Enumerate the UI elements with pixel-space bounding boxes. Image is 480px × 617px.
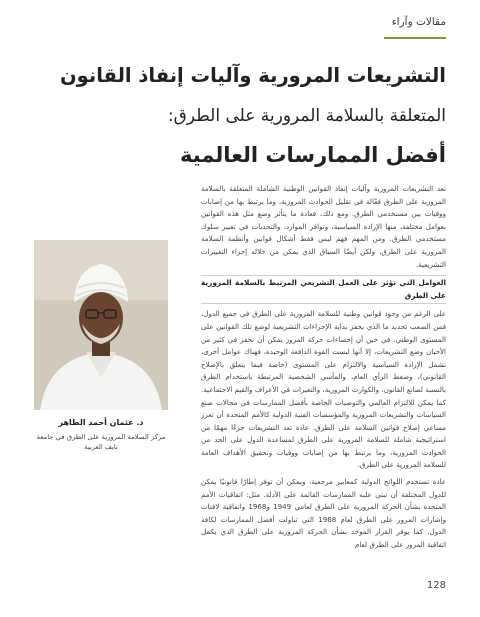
article-title-line-1: التشريعات المرورية وآليات إنفاذ القانون: [60, 64, 446, 87]
section-subheading: العوامل التي تؤثر على العمل التشريعي المرتبط بالسلامة المرورية على الطرق: [201, 275, 446, 304]
article-title-line-3: أفضل الممارسات العالمية: [180, 143, 446, 167]
paragraph-intro: تعد التشريعات المرورية وآليات إنفاذ القوانين الوطنية الشاملة المتعلقة بالسلامة المرورية على الطرق فعّالة في تقليل الحوادث المرورية، وما يرتبط بها من إصابات ووفيات بين مستخدمي الطرق. ومع ذلك، فعادة ما يتأثر وضع مثل هذه القوانين بعوامل مختلفة، منها الإرادة السياسية، وتوافر الموارد، والتحديات في تغيير سلوك مستخدمي الطرق. ومن المهم فهم ليس فقط أشكال قوانين وأنظمة السلامة المرورية على الطرق، ولكن أيضًا السياق الذي يمكن من خلاله إجراء التغييرات التشريعية.: [201, 184, 446, 269]
page-number: 128: [426, 580, 446, 591]
paragraph-international: عادة تستخدم اللوائح الدولية كمعايير مرجعية، ويمكن أن توفر إطارًا قانونيًا يمكن للدول المختلفة أن تبني عليه الممارسات القائمة على الأدلة. مثل: اتفاقيات الأمم المتحدة بشأن الحركة المرورية على الطرق لعامي 1949 و1968 واتفاقية لافتات وإشارات المرور على الطرق لعام 1968 التي تناولت أفضل الممارسات لكافة الدول. كما يوفر القرار الموحد بشأن الحركة المرورية على الطرق الذي يكمل اتفاقية المرور على الطرق لعام: [201, 477, 446, 550]
author-photo: [34, 240, 168, 410]
article-title-line-2: المتعلقة بالسلامة المرورية على الطرق:: [167, 106, 446, 126]
author-name: د. عثمان أحمد الطاهر: [58, 418, 144, 427]
author-affiliation: مركز السلامة المرورية على الطرق في جامعة نايف العربية: [36, 433, 166, 451]
article-body: [201, 183, 446, 556]
paragraph-factors: على الرغم من وجود قوانين وطنية للسلامة المرورية على الطرق في جميع الدول، فمن الصعب تحديد ما الذي يحفز بداية الإجراءات التشريعية لوضع تلك القوانين على المستوى الوطني. في حين أن إحصاءات حركة المرور يمكن أن تحفز في كثير من الأحيان وضع التشريعات، إلا أنها ليست القوة الدافعة الوحيدة، فهناك عوامل أخرى، تشمل الإرادة السياسية والالتزام على المستوى (خاصة فيما يتعلق بالإصلاح القانوني)، وضغط الرأي العام، والمآسي الشخصية المرتبطة باستخدام الطرق بالنسبة لصانع القانون، والكوارث المرورية، والتغيرات في الأعراف والقيم الاجتماعية. كما يمكن للالتزام العالمي والتوصيات الخاصة بأفضل الممارسات في مجالات صنع السياسات والتشريعات المرورية والمؤسسات الفنية الدولية كالأمم المتحدة أن تعزز مساعي إصلاح قوانين السلامة على الطرق. عادة تعد التشريعات جزءًا مهمًا من استراتيجية شاملة للسلامة المرورية على الطرق لمساعدة الدول على الحد من الحوادث المرورية، وما يرتبط بها من إصابات ووفيات وتحقيق الأهداف العامة للسلامة المرورية على الطرق.: [201, 309, 446, 470]
section-divider: [384, 37, 446, 39]
section-label: مقالات وآراء: [391, 16, 446, 28]
